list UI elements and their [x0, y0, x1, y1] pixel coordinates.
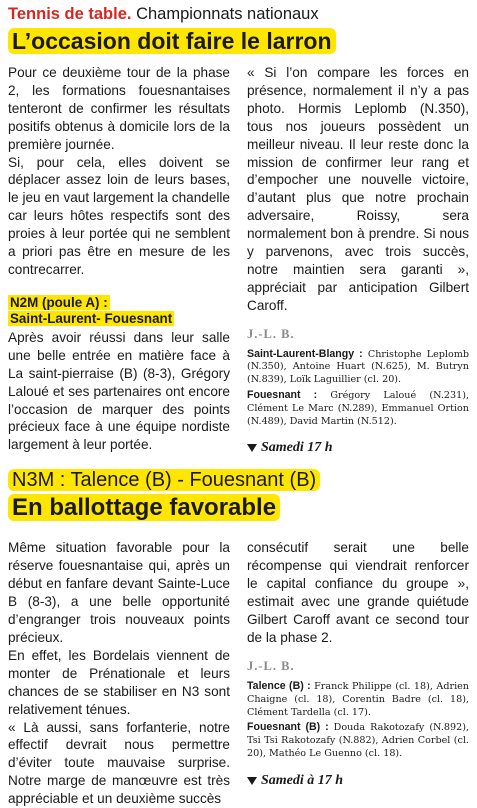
article1-topic: Tennis de table.: [8, 5, 132, 23]
article1-category-body: [8, 329, 230, 454]
article2-signature: J.-L. B.: [247, 658, 295, 673]
article2-date: [247, 773, 469, 789]
team-lineup: [247, 389, 469, 428]
article1-quote: « Si l’on compare les forces en présence, normalement il n’y a pas photo. Hormis Leplomb (N.350), tous nos joueurs possèdent un meilleur niveau. Il leur reste donc la mission de confirmer leur rang et d’empocher une nouvelle victoire, d’autant plus que notre prochain adversaire, Roissy, sera normalement bon à prendre. Si nous y parvenons, avec trois succès, notre maintien sera garanti », appréciait par anticipation Gilbert Caroff.: [247, 65, 469, 313]
article1-kicker: [8, 4, 469, 24]
article2-headline-wrap: [8, 493, 469, 523]
article2-right-body: [247, 539, 469, 646]
team-name: Talence (B) :: [247, 679, 311, 692]
category-match: Saint-Laurent- Fouesnant: [10, 310, 173, 326]
article2-kicker: N3M : Talence (B) - Fouesnant (B): [8, 469, 320, 491]
category-title: N2M (poule A) :: [10, 294, 108, 310]
article2-headline: En ballottage favorable: [8, 494, 280, 521]
article2-teams: [247, 680, 469, 761]
article2-paragraph: « Là aussi, sans forfanterie, notre effectif devrait nous permettre d’éviter toute mauvaise surprise. Notre marge de manœuvre est très appréciable et un deuxième succès: [8, 719, 230, 807]
article1-paragraph: Pour ce deuxième tour de la phase 2, les formations fouesnantaises tenteront de confirmer les résultats positifs obtenus à domicile lors de la première journée.: [8, 65, 230, 152]
article1-date: [247, 440, 469, 456]
article1-left-column: [8, 64, 230, 456]
article1-columns: [8, 64, 469, 456]
team-players: Douda Rakotozafy (N.892), Tsi Tsi Rakotozafy (N.882), Adrien Corbel (cl. 20), Mathéo Le Guenno (cl. 18).: [247, 722, 469, 759]
article1-headline: L’occasion doit faire le larron: [8, 28, 336, 54]
article1-signature: J.-L. B.: [247, 326, 295, 341]
team-name: Fouesnant (B) :: [247, 721, 329, 734]
article2-paragraph: Même situation favorable pour la réserve fouesnantaise qui, après un début en fanfare devant Sainte-Luce B (8-3), a une belle opportunité d’engranger trois nouveaux points précieux.: [8, 540, 230, 645]
article1-category: [8, 295, 230, 327]
article2-continuation: consécutif serait une belle récompense qui viendrait renforcer le capital confiance du groupe », estimait avec une grande quiétude Gilbert Caroff avant ce second tour de la phase 2.: [247, 540, 469, 645]
article1-section: Championnats nationaux: [136, 5, 319, 23]
team-players: Franck Philippe (cl. 18), Adrien Chaigne (cl. 18), Corentin Badre (cl. 18), Clément Tardella (cl. 17).: [247, 680, 469, 718]
article2-date-text: Samedi à 17 h: [261, 772, 344, 788]
article1-category-paragraph: Après avoir réussi dans leur salle une belle entrée en matière face à La saint-pierraise (B) (8-3), Grégory Laloué et ses partenaires ont encore l’occasion de marquer des points précieux face à une équipe nordiste largement à leur portée.: [8, 329, 230, 453]
article1-headline-wrap: [8, 26, 469, 56]
article1-left-body: [8, 64, 230, 279]
article2-paragraph: En effet, les Bordelais viennent de monter de Prénationale et leurs chances de se stabiliser en N3 sont relativement ténues.: [8, 647, 230, 717]
article2-kicker-wrap: [8, 468, 469, 492]
team-lineup: [247, 680, 469, 719]
team-name: Saint-Laurent-Blangy :: [247, 347, 363, 360]
article1-teams: [247, 348, 469, 429]
team-lineup: [247, 348, 469, 387]
triangle-icon: [247, 777, 257, 785]
team-players: Christophe Leplomb (N.350), Antoine Huart (N.625), M. Butryn (N.839), Loïk Laguillier (cl. 20).: [247, 348, 469, 386]
team-name: Fouesnant :: [247, 389, 318, 402]
team-lineup: [247, 721, 469, 760]
article1-paragraph: Si, pour cela, elles doivent se déplacer assez loin de leurs bases, le jeu en vaut largement la chandelle car leurs hôtes respectifs sont des proies à leur portée qui ne semblent a priori pas être en mesure de les contrecarrer.: [8, 154, 230, 277]
article1-date-text: Samedi 17 h: [261, 440, 333, 456]
article1-right-body: [247, 64, 469, 315]
article1-right-column: [247, 64, 469, 456]
triangle-icon: [247, 444, 257, 452]
team-players: Grégory Laloué (N.231), Clément Le Marc (N.289), Emmanuel Ortion (N.489), David Martin (N.512).: [247, 390, 469, 427]
